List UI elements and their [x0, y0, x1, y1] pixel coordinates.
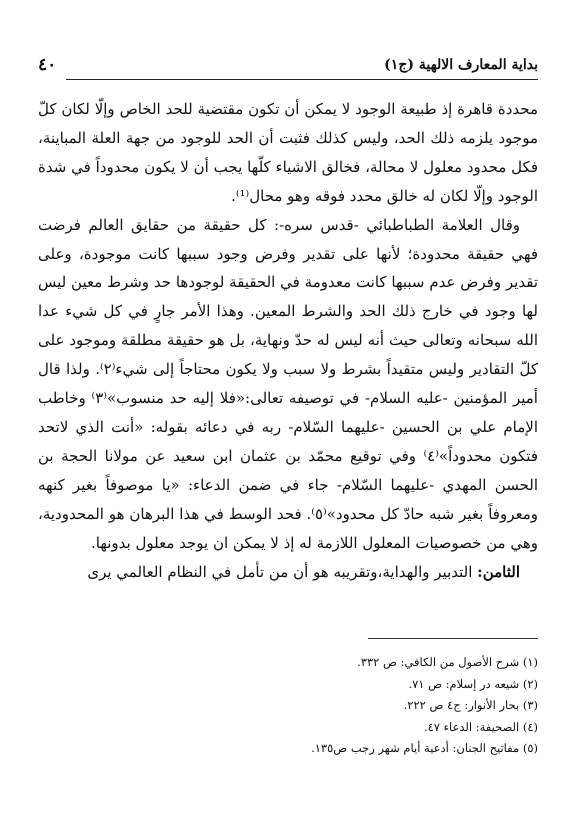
- footnote: (٤) الصحيفة: الدعاء ٤٧.: [423, 719, 538, 734]
- section-text: التدبير والهداية،وتقريبه هو أن من تأمل في النظام العالمي يرى: [87, 562, 478, 581]
- footnote: (٥) مفاتيح الجنان: أدعية أيام شهر رجب ص١٣٥.: [311, 741, 538, 755]
- paragraph: وقال العلامة الطباطبائي -قدس سره-: كل حقيقة من حقايق العالم فرضت فهي حقيقة محدودة؛ لأنها على تقدير وفرض وجود سببها كانت موجودة، وعلى تقدير وفرض عدم سببها كانت معدومة في الحقيقة لوجودها حد وشرط معين ليس لها وجود في خارج ذلك الحد والشرط المعين. وهذا الأمر جارٍ في كل شيء عدا الله سبحانه وتعالى حيث أنه ليس له حدّ ونهاية، بل هو حقيقة مطلقة وموجود على كلّ التقادير وليس متقيداً بشرط ولا سبب ولا يكون محتاجاً إلى شيء⁽٢⁾. ولذا قال أمير المؤمنين -عليه السلام- في توصيفه تعالى:«فلا إليه حد منسوب»⁽٣⁾ وخاطب الإمام علي بن الحسين -عليهما السّلام- ربه في دعائه بقوله: «أنت الذي لاتحد فتكون محدوداً»⁽٤⁾ وفي توقيع محمّد بن عثمان ابن سعيد عن مولانا الحجة بن الحسن المهدي -عليهما السّلام- جاء في ضمن الدعاء: «يا موصوفاً بغير كنهه ومعروفاً بغير شبه حادّ كل محدود»⁽٥⁾. فحد الوسط في هذا البرهان هو المحدودية، وهي من خصوصيات المعلول اللازمة له إذ لا يمكن ان يوجد معلول بدونها.: [38, 215, 538, 552]
- book-page: [38, 55, 538, 775]
- footnote-separator: [368, 638, 538, 639]
- page-number: ٤٠: [38, 55, 57, 75]
- footnote: (٣) بحار الأنوار: ج٤ ص ٢٢٢.: [403, 698, 538, 712]
- footnotes: [38, 652, 538, 760]
- paragraph: محددة قاهرة إذ طبيعة الوجود لا يمكن أن تكون مقتضية للحد الخاص وإلّا لكان كلّ موجود يلزمه ذلك الحد، وليس كذلك فثبت أن الحد للوجود من جهة العلة المباينة، فكل محدود معلول لا محالة، فخالق الاشياء كلّها يجب أن لا يكون محدوداً في شدة الوجود وإلّا لكان له خالق محدد فوقه وهو محال⁽¹⁾.: [38, 100, 538, 205]
- section-paragraph: [38, 558, 538, 587]
- footnote: (٢) شيعه در إسلام: ص ٧١.: [408, 676, 538, 691]
- footnote: (١) شرح الأصول من الكافي: ص ٣٣٢.: [357, 655, 538, 669]
- body-text: [38, 95, 538, 586]
- section-lead: الثامن:: [477, 562, 520, 581]
- header-rule: [66, 79, 538, 80]
- header-title: بداية المعارف الالهية (ج١): [384, 57, 538, 73]
- running-header: [38, 55, 538, 77]
